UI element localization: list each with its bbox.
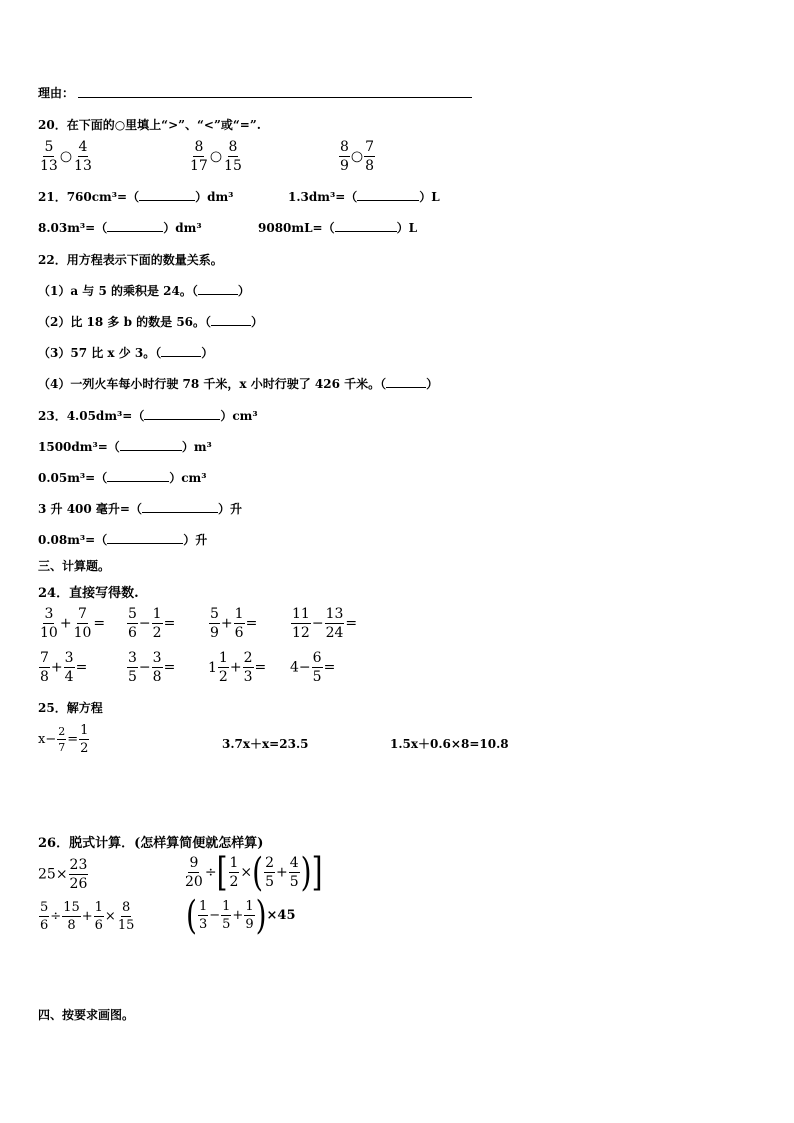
fraction <box>39 901 49 932</box>
fraction-denominator: 5 <box>222 917 231 932</box>
fraction-denominator: 2 <box>229 874 239 890</box>
math-text: ） <box>426 377 439 391</box>
fraction-denominator: 2 <box>152 625 162 641</box>
fraction <box>325 607 345 640</box>
q24-expr-8 <box>290 651 335 684</box>
q24-expr-4 <box>290 607 357 640</box>
fraction-numerator: 3 <box>152 650 162 666</box>
fraction-denominator: 6 <box>40 918 49 933</box>
math-text: ）dm³ <box>163 221 202 235</box>
fraction-numerator: 8 <box>121 900 131 915</box>
fraction-denominator: 4 <box>64 669 74 685</box>
q22-item-2 <box>38 313 263 330</box>
reason-label: 理由： <box>38 86 75 100</box>
q20-item-3 <box>338 140 376 173</box>
math-text: ）m³ <box>181 440 212 454</box>
math-text: ÷ <box>50 909 62 924</box>
math-text: ） <box>237 284 250 298</box>
math-text: + <box>220 615 233 632</box>
fraction <box>127 607 138 640</box>
compare-circle[interactable]: ○ <box>209 148 223 165</box>
answer-blank[interactable] <box>120 440 182 451</box>
math-text: ×45 <box>266 908 296 923</box>
fraction-denominator: 3 <box>198 917 208 932</box>
math-text: ）cm³ <box>169 471 207 485</box>
fraction-denominator: 15 <box>117 918 135 933</box>
q26-title: 26．脱式计算．(怎样算简便就怎样算) <box>38 836 264 851</box>
fraction <box>264 856 275 889</box>
q25-title: 25．解方程 <box>38 701 103 715</box>
fraction-denominator: 24 <box>325 625 344 641</box>
math-text: = <box>163 659 176 676</box>
fraction-numerator: 1 <box>245 899 254 914</box>
fraction <box>57 726 66 753</box>
fraction-numerator: 8 <box>194 139 204 155</box>
math-text: ） <box>201 346 214 360</box>
q21-c <box>38 219 202 236</box>
q23-item-4 <box>38 500 242 517</box>
math-text: ）升 <box>183 533 208 547</box>
fraction-denominator: 8 <box>67 918 76 933</box>
fraction-denominator: 20 <box>185 874 203 890</box>
fraction-denominator: 3 <box>243 669 253 685</box>
fraction-numerator: 5 <box>40 900 49 915</box>
math-text: ÷ <box>204 864 217 881</box>
bracket: [ <box>216 848 228 895</box>
fraction-numerator: 9 <box>189 855 199 871</box>
math-text: − <box>311 615 324 632</box>
math-text: 4 <box>290 659 299 676</box>
q24-expr-1 <box>38 607 105 640</box>
fraction-numerator: 7 <box>40 650 49 666</box>
fraction-denominator: 7 <box>58 741 66 754</box>
fraction-denominator: 8 <box>152 669 162 685</box>
fraction-denominator: 13 <box>40 158 58 174</box>
fraction-numerator: 7 <box>365 139 375 155</box>
fraction <box>221 900 231 931</box>
fraction-numerator: 1 <box>229 855 239 871</box>
fraction-denominator: 8 <box>40 669 49 685</box>
fraction-numerator: 5 <box>44 139 54 155</box>
fraction <box>39 651 50 684</box>
q24-title: 24．直接写得数. <box>38 586 139 601</box>
math-text: = <box>323 659 336 676</box>
math-text: = <box>67 732 79 747</box>
q24-expr-5 <box>38 651 87 684</box>
math-text: ）L <box>419 190 440 204</box>
fraction-denominator: 5 <box>128 669 137 685</box>
math-text: = <box>75 659 88 676</box>
q24-expr-6 <box>126 651 175 684</box>
q22-item-3 <box>38 344 213 361</box>
bracket: ( <box>252 848 264 895</box>
fraction <box>152 607 163 640</box>
bracket: ) <box>255 891 267 938</box>
fraction-denominator: 8 <box>365 158 375 174</box>
fraction-denominator: 6 <box>234 625 244 641</box>
math-text: ） <box>251 315 264 329</box>
fraction-denominator: 9 <box>245 917 254 932</box>
fraction-denominator: 6 <box>94 918 103 933</box>
answer-blank[interactable] <box>144 409 220 420</box>
fraction-denominator: 10 <box>40 625 58 641</box>
fraction <box>117 901 136 932</box>
fraction-denominator: 9 <box>210 625 219 641</box>
math-text: = <box>254 659 267 676</box>
q26-expr-4 <box>186 891 296 938</box>
bracket: ) <box>300 848 312 895</box>
fraction <box>39 607 59 640</box>
fraction <box>198 900 208 931</box>
math-text: 0.08m³=（ <box>38 533 108 547</box>
fraction-numerator: 4 <box>289 855 299 871</box>
math-text: 1500dm³=（ <box>38 440 120 454</box>
q24-expr-7 <box>208 651 266 684</box>
math-text: + <box>229 659 242 676</box>
q22-title: 22．用方程表示下面的数量关系。 <box>38 253 223 267</box>
math-text: = <box>345 615 358 632</box>
fraction-numerator: 11 <box>292 606 310 622</box>
fraction <box>243 651 254 684</box>
answer-blank[interactable] <box>142 502 218 513</box>
q20-title: 20．在下面的○里填上“>”、“<”或“=”. <box>38 118 261 132</box>
q24-expr-3 <box>208 607 257 640</box>
fraction-numerator: 1 <box>218 650 228 666</box>
math-text: + <box>50 659 63 676</box>
answer-blank[interactable] <box>357 190 419 201</box>
fraction-denominator: 5 <box>289 874 299 890</box>
math-text: 9080mL=（ <box>258 221 335 235</box>
q26-expr-3 <box>38 901 136 932</box>
fraction-denominator: 12 <box>292 625 310 641</box>
fraction-denominator: 13 <box>74 158 92 174</box>
answer-blank[interactable] <box>107 533 183 544</box>
fraction-numerator: 1 <box>222 899 231 914</box>
math-text: + <box>232 908 244 923</box>
fraction <box>152 651 163 684</box>
math-text: （2）比 18 多 b 的数是 56。（ <box>38 315 212 329</box>
math-text: 25× <box>38 866 68 883</box>
fraction-numerator: 3 <box>44 606 54 622</box>
fraction <box>339 140 350 173</box>
math-text: = <box>163 615 176 632</box>
fraction <box>62 901 81 932</box>
fraction <box>291 607 311 640</box>
math-text: （1）a 与 5 的乘积是 24。（ <box>38 284 198 298</box>
math-text: 0.05m³=（ <box>38 471 108 485</box>
fraction-denominator: 5 <box>312 669 322 685</box>
fraction <box>39 140 59 173</box>
fraction <box>289 856 300 889</box>
reason-answer-line[interactable] <box>78 97 472 98</box>
fraction-denominator: 5 <box>265 874 275 890</box>
answer-blank[interactable] <box>139 190 195 201</box>
fraction-numerator: 23 <box>69 857 88 873</box>
section-3-heading: 三、计算题。 <box>38 559 111 573</box>
answer-blank[interactable] <box>335 221 397 232</box>
fraction <box>127 651 138 684</box>
q21-b <box>288 188 440 205</box>
fraction <box>189 140 209 173</box>
fraction-denominator: 2 <box>218 669 228 685</box>
fraction-numerator: 1 <box>198 899 208 914</box>
math-text: − <box>138 659 151 676</box>
fraction-denominator: 6 <box>128 625 137 641</box>
q23-item-5 <box>38 531 207 548</box>
math-text: ）升 <box>218 502 243 516</box>
fraction-numerator: 1 <box>80 723 89 738</box>
fraction <box>73 140 93 173</box>
q23-item-3 <box>38 469 207 486</box>
math-text: 8.03m³=（ <box>38 221 108 235</box>
fraction-numerator: 15 <box>63 900 80 915</box>
fraction-numerator: 5 <box>210 606 219 622</box>
fraction <box>218 651 229 684</box>
math-text: + <box>59 615 72 632</box>
fraction <box>79 724 89 755</box>
math-text: x− <box>38 732 57 747</box>
q25-equation-3: 1.5x＋0.6×8=10.8 <box>390 737 509 751</box>
answer-blank[interactable] <box>211 315 251 326</box>
answer-blank[interactable] <box>107 471 169 482</box>
q22-item-1 <box>38 282 250 299</box>
bracket: ( <box>186 891 197 938</box>
q21-a <box>38 188 233 205</box>
fraction <box>229 856 240 889</box>
math-text: − <box>298 659 311 676</box>
compare-circle[interactable]: ○ <box>350 148 364 165</box>
math-text: ）L <box>396 221 418 235</box>
fraction-numerator: 1 <box>94 900 103 915</box>
fraction-denominator: 26 <box>69 876 88 892</box>
compare-circle[interactable]: ○ <box>59 148 73 165</box>
math-text: ）cm³ <box>220 409 258 423</box>
fraction <box>69 858 89 891</box>
bracket: ] <box>311 848 323 895</box>
fraction-denominator: 17 <box>190 158 208 174</box>
answer-blank[interactable] <box>107 221 163 232</box>
fraction <box>94 901 104 932</box>
fraction <box>234 607 245 640</box>
fraction-numerator: 3 <box>128 650 137 666</box>
fraction <box>209 607 220 640</box>
answer-blank[interactable] <box>198 284 238 295</box>
fraction <box>364 140 375 173</box>
math-text: × <box>104 909 116 924</box>
fraction-numerator: 6 <box>312 650 322 666</box>
fraction-numerator: 2 <box>58 725 66 738</box>
fraction-numerator: 1 <box>234 606 244 622</box>
math-text: + <box>81 909 93 924</box>
math-text: = <box>245 615 258 632</box>
math-text: + <box>276 864 288 881</box>
q21-d <box>258 219 417 236</box>
fraction-numerator: 2 <box>265 855 275 871</box>
math-text: − <box>138 615 151 632</box>
q25-equation-1 <box>38 724 90 755</box>
answer-blank[interactable] <box>161 346 201 357</box>
fraction-denominator: 2 <box>80 741 89 756</box>
math-text: 1.3dm³=（ <box>288 190 358 204</box>
q26-expr-1 <box>38 858 89 891</box>
q20-item-2 <box>188 140 244 173</box>
fraction-numerator: 3 <box>64 650 74 666</box>
math-text: 3 升 400 毫升=（ <box>38 502 142 516</box>
math-text: ）dm³ <box>195 190 234 204</box>
fraction-numerator: 13 <box>325 606 344 622</box>
fraction-numerator: 2 <box>243 650 253 666</box>
math-text: 21．760cm³=（ <box>38 190 140 204</box>
math-text: 23．4.05dm³=（ <box>38 409 145 423</box>
fraction <box>64 651 75 684</box>
math-text: （4）一列火车每小时行驶 78 千米，x 小时行驶了 426 千米。（ <box>38 377 387 391</box>
fraction-numerator: 8 <box>228 139 238 155</box>
math-text: （3）57 比 x 少 3。（ <box>38 346 162 360</box>
fraction-numerator: 7 <box>78 606 87 622</box>
q23-item-2 <box>38 438 212 455</box>
fraction <box>312 651 323 684</box>
answer-blank[interactable] <box>386 377 426 388</box>
fraction-denominator: 15 <box>224 158 242 174</box>
q24-expr-2 <box>126 607 175 640</box>
fraction <box>244 900 254 931</box>
fraction-numerator: 5 <box>128 606 137 622</box>
q22-item-4 <box>38 375 438 392</box>
q23-item-1 <box>38 407 258 424</box>
q26-expr-2 <box>183 848 323 895</box>
q25-equation-2: 3.7x＋x=23.5 <box>222 737 309 751</box>
math-text: × <box>240 864 253 881</box>
fraction-denominator: 9 <box>340 158 349 174</box>
fraction <box>184 856 204 889</box>
q20-item-1 <box>38 140 94 173</box>
math-text: = <box>93 615 106 632</box>
fraction-numerator: 4 <box>78 139 88 155</box>
fraction-numerator: 8 <box>340 139 349 155</box>
fraction <box>223 140 243 173</box>
section-4-heading: 四、按要求画图。 <box>38 1008 135 1022</box>
fraction <box>73 607 93 640</box>
fraction-denominator: 10 <box>73 625 92 641</box>
math-text: 1 <box>208 659 217 676</box>
math-text: − <box>209 908 221 923</box>
fraction-numerator: 1 <box>152 606 162 622</box>
